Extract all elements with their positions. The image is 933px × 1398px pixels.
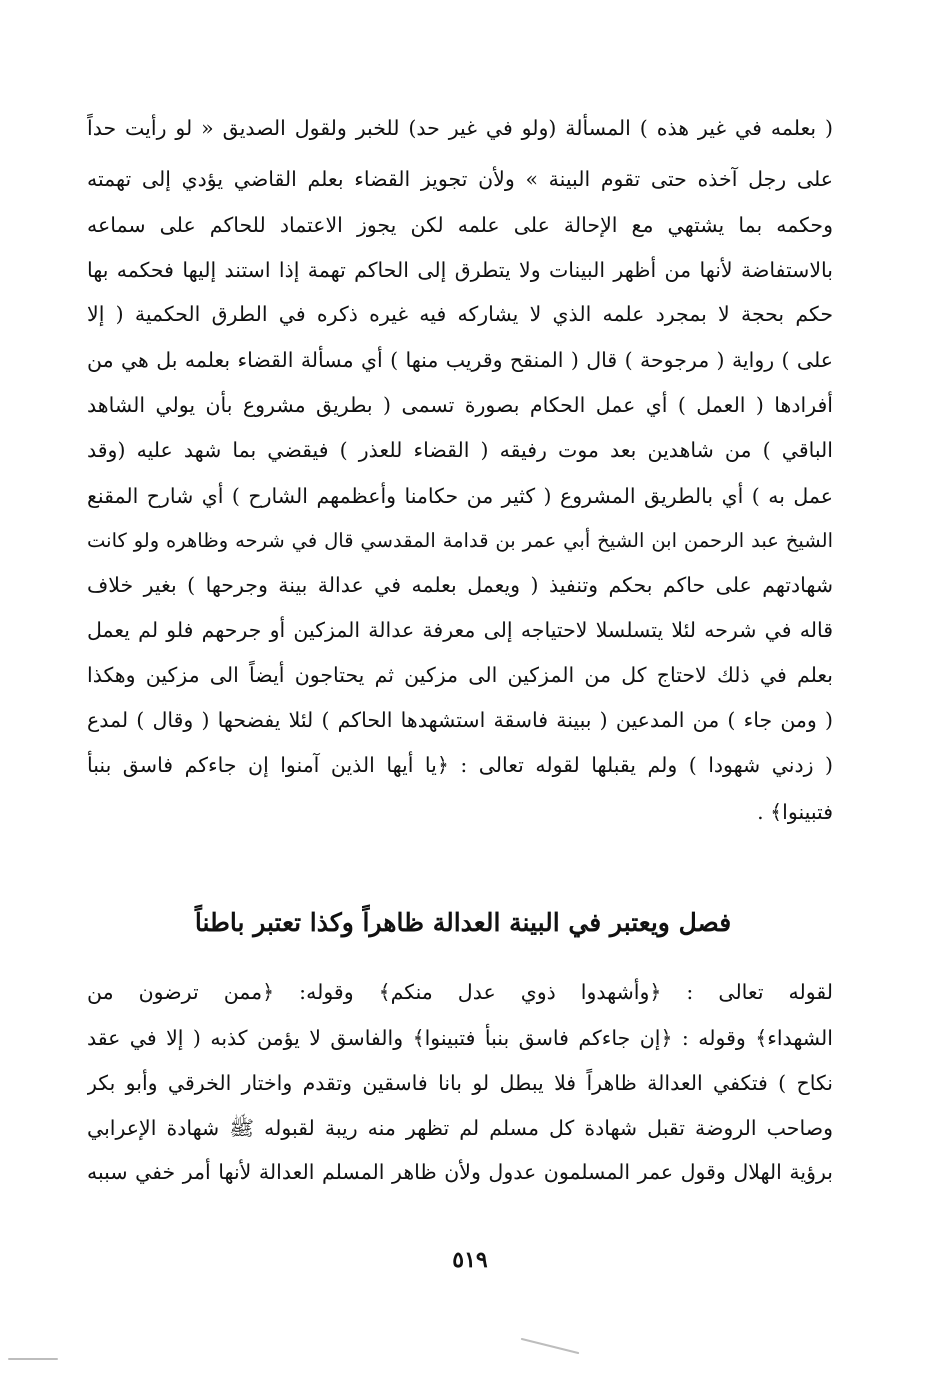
text-line: فتبينوا﴾ . bbox=[757, 800, 833, 824]
text-line: شهادتهم على حاكم بحكم وتنفيذ ( ويعمل بعلمه في عدالة بينة وجرحها ) بغير خلاف bbox=[87, 573, 833, 597]
text-line: حكم بحجة لا بمجرد علمه الذي لا يشاركه فيه غيره ذكره في الطرق الحكمية ( إلا bbox=[87, 302, 833, 326]
text-line: ( ومن جاء ) من المدعين ( ببينة فاسقة استشهدها الحاكم ) لئلا يفضحها ( وقال ) لمدع bbox=[87, 708, 833, 732]
text-line: الشهداء﴾ وقوله : ﴿إن جاءكم فاسق بنبأ فتبينوا﴾ والفاسق لا يؤمن كذبه ( إلا في عقد bbox=[87, 1026, 833, 1050]
section-heading: فصل ويعتبر في البينة العدالة ظاهراً وكذا تعتبر باطناً bbox=[194, 908, 732, 937]
text-line: لقوله تعالى : ﴿وأشهدوا ذوي عدل منكم﴾ وقوله: ﴿ممن ترضون من bbox=[87, 980, 833, 1004]
scan-smudge bbox=[521, 1338, 580, 1354]
text-line: الباقي ) من شاهدين بعد موت رفيقه ( القضاء للعذر ) فيقضي بما شهد عليه (وقد bbox=[87, 438, 833, 462]
text-line: على ) رواية ( مرجوحة ) قال ( المنقح وقريب منها ) أي مسألة القضاء بعلمه بل هي من bbox=[87, 348, 833, 372]
text-line: بالاستفاضة لأنها من أظهر البينات ولا يتطرق إلى الحاكم تهمة إذا استند إليها فحكمه بها bbox=[87, 258, 833, 282]
text-line: وصاحب الروضة تقبل شهادة كل مسلم لم تظهر منه ريبة لقبوله ﷺ شهادة الإعرابي bbox=[87, 1116, 833, 1140]
text-line: نكاح ) فتكفي العدالة ظاهراً فلا يبطل لو بانا فاسقين وتقدم واختار الخرقي وأبو بكر bbox=[87, 1071, 833, 1095]
text-line: بعلم في ذلك لاحتاج كل من المزكين الى مزكين ثم يحتاجون أيضاً الى مزكين وهكذا bbox=[87, 663, 833, 687]
scan-smudge bbox=[8, 1358, 58, 1360]
text-line: على رجل آخذه حتى تقوم البينة » ولأن تجويز القضاء بعلم القاضي يؤدي إلى تهمته bbox=[87, 167, 833, 191]
text-line: ( زدني شهودا ) ولم يقبلها لقوله تعالى : ﴿يا أيها الذين آمنوا إن جاءكم فاسق بنبأ bbox=[87, 753, 833, 777]
text-line: قاله في شرحه لئلا يتسلسلا لاحتياجه إلى معرفة عدالة المزكين أو جرحهم فلو لم يعمل bbox=[87, 618, 833, 642]
text-line: برؤية الهلال وقول عمر المسلمون عدول ولأن ظاهر المسلم العدالة لأنها أمر خفي سببه bbox=[87, 1160, 833, 1184]
text-line: الشيخ عبد الرحمن ابن الشيخ أبي عمر بن قدامة المقدسي قال في شرحه وظاهره ولو كانت bbox=[87, 529, 833, 552]
text-line: أفرادها ( العمل ) أي عمل الحكام بصورة تسمى ( بطريق مشروع بأن يولي الشاهد bbox=[87, 393, 833, 417]
text-line: ( بعلمه في غير هذه ) المسألة (ولو في غير حد) للخبر ولقول الصديق « لو رأيت حداً bbox=[87, 116, 833, 140]
text-line: عمل به ) أي بالطريق المشروع ( كثير من حكامنا وأعظمهم الشارح ) أي شارح المقنع bbox=[87, 484, 833, 508]
page-number: ٥١٩ bbox=[452, 1247, 488, 1273]
text-line: وحكمه بما يشتهي مع الإحالة على علمه لكن يجوز الاعتماد للحاكم على سماعه bbox=[87, 213, 833, 237]
